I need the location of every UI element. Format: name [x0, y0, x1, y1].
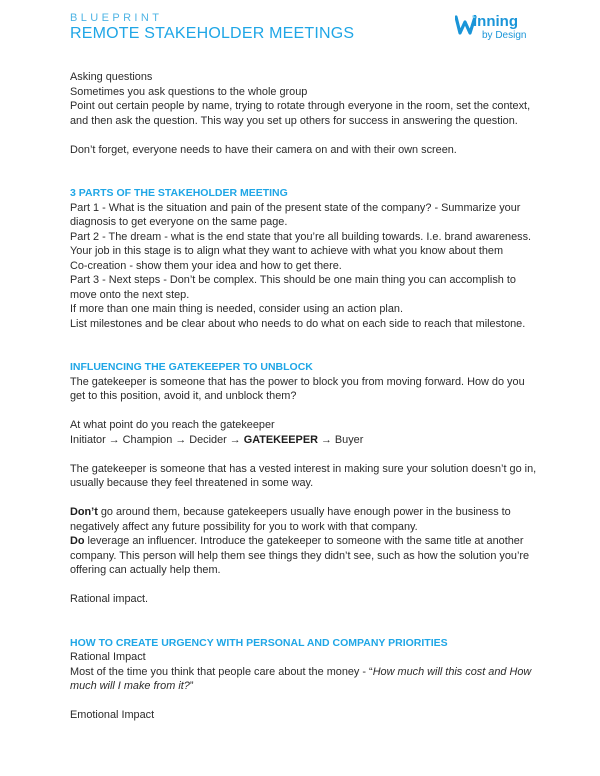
- dont-text: go around them, because gatekeepers usually have enough power in the business to negatively affect any future possibility for you to work with that company.: [70, 506, 511, 533]
- section-heading-gatekeeper: INFLUENCING THE GATEKEEPER TO UNBLOCK: [70, 361, 313, 373]
- money-text: Most of the time you think that people care about the money - “: [70, 665, 373, 678]
- logo-tagline: by Design: [482, 30, 527, 41]
- rational-impact-note: Rational impact.: [70, 593, 149, 605]
- gatekeeper-intro: The gatekeeper is someone that has the power to block you from moving forward. How do you get to this position, avoid it, and unblock them?: [70, 375, 525, 402]
- intro-line: Sometimes you ask questions to the whole group: [70, 85, 308, 98]
- cocreation-text: Co-creation - show them your idea and how to get there.: [70, 259, 342, 272]
- money-quote-end: ”: [189, 680, 194, 692]
- dont-label: Don’t: [70, 506, 98, 518]
- document-body: [70, 70, 540, 723]
- gatekeeper-question: At what point do you reach the gatekeeper: [70, 419, 275, 431]
- camera-note: Don’t forget, everyone needs to have their camera on and with their own screen.: [70, 143, 457, 156]
- part-3-text: Part 3 - Next steps - Don’t be complex. This should be one main thing you can accomplish to move onto the next step.: [70, 274, 516, 301]
- emotional-impact-subheading: Emotional Impact: [70, 709, 155, 721]
- intro-paragraph: Point out certain people by name, trying to rotate through everyone in the room, set the context, and then ask the question. This way you set up others for success in answering the question.: [70, 100, 531, 127]
- dont-paragraph: [70, 505, 540, 534]
- rational-impact-subheading: Rational Impact: [70, 651, 146, 663]
- gatekeeper-definition: The gatekeeper is someone that has a vested interest in making sure your solution doesn’t go in, usually because they feel threatened in some way.: [70, 462, 537, 489]
- company-logo: [455, 14, 535, 44]
- do-label: Do: [70, 535, 85, 547]
- money-paragraph: [70, 665, 540, 694]
- section-heading-urgency: HOW TO CREATE URGENCY WITH PERSONAL AND COMPANY PRIORITIES: [70, 636, 448, 649]
- chain-start: Initiator → Champion → Decider →: [70, 433, 244, 446]
- chain-end: → Buyer: [317, 433, 364, 446]
- section-heading-parts: 3 PARTS OF THE STAKEHOLDER MEETING: [70, 187, 288, 199]
- milestones-text: List milestones and be clear about who needs to do what on each side to reach that milestone.: [70, 317, 526, 330]
- do-paragraph: [70, 534, 540, 578]
- intro-heading: Asking questions: [70, 71, 153, 83]
- do-text: leverage an influencer. Introduce the gatekeeper to someone with the same title at another company. This person will help them see things they didn’t see, such as how the solution you’re offering can actually help them.: [70, 535, 530, 576]
- part-2-text: Part 2 - The dream - what is the end state that you’re all building towards. I.e. brand awareness.: [70, 230, 532, 243]
- money-quote: How much will this cost and How much will I make from it?: [70, 665, 532, 692]
- chain-gatekeeper: GATEKEEPER: [243, 433, 318, 446]
- part-1-text: Part 1 - What is the situation and pain of the present state of the company? - Summarize your diagnosis to get everyone on the same page.: [70, 201, 521, 228]
- page-title: REMOTE STAKEHOLDER MEETINGS: [70, 25, 355, 42]
- logo-wordmark: inning: [473, 13, 518, 30]
- buyer-chain: [70, 433, 540, 448]
- blueprint-kicker: BLUEPRINT: [70, 12, 163, 24]
- action-plan-text: If more than one main thing is needed, consider using an action plan.: [70, 303, 403, 315]
- part-2-detail: Your job in this stage is to align what they want to achieve with what you know about them: [70, 245, 504, 257]
